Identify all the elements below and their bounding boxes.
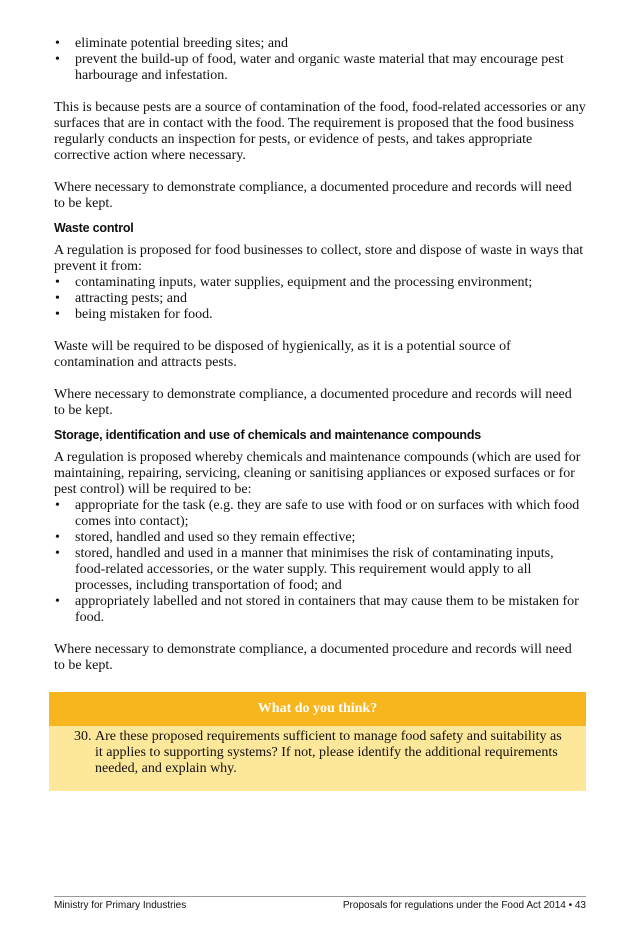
- waste-intro-paragraph: A regulation is proposed for food businesses to collect, store and dispose of waste in ways that prevent it from:: [54, 243, 584, 274]
- bullet-icon: •: [55, 291, 60, 306]
- chemicals-heading: Storage, identification and use of chemicals and maintenance compounds: [54, 428, 482, 442]
- bullet-icon: •: [55, 498, 60, 513]
- bullet-icon: •: [55, 275, 60, 290]
- bullet-icon: •: [55, 546, 60, 561]
- question-item: [49, 729, 586, 777]
- list-item: • stored, handled and used in a manner that minimises the risk of contaminating inputs, food-related accessories, or the water supply. This requirement would apply to all processes, including transportation of food; and: [55, 546, 554, 593]
- callout-body: [49, 726, 586, 791]
- waste-bullet-list: [54, 275, 586, 323]
- question-number: 30.: [74, 729, 92, 744]
- bullet-icon: •: [55, 52, 60, 67]
- feedback-callout: [49, 692, 586, 791]
- page-content: [54, 36, 586, 791]
- list-item: • eliminate potential breeding sites; and: [55, 36, 289, 51]
- compliance-paragraph: Where necessary to demonstrate compliance, a documented procedure and records will need to be kept.: [54, 180, 572, 211]
- pests-paragraph: This is because pests are a source of contamination of the food, food-related accessories or any surfaces that are in contact with the food. The requirement is proposed that the food business regularly conducts an inspection for pests, or evidence of pests, and takes appropriate corrective action where necessary.: [54, 100, 586, 163]
- bullet-icon: •: [55, 530, 60, 545]
- list-item: • prevent the build-up of food, water and organic waste material that may encourage pest harbourage and infestation.: [55, 52, 564, 83]
- footer-publisher: Ministry for Primary Industries: [54, 900, 187, 911]
- compliance-paragraph: Where necessary to demonstrate compliance, a documented procedure and records will need to be kept.: [54, 387, 572, 418]
- bullet-icon: •: [55, 307, 60, 322]
- intro-bullet-list: [54, 36, 586, 84]
- bullet-icon: •: [55, 36, 60, 51]
- list-item: • contaminating inputs, water supplies, equipment and the processing environment;: [55, 275, 533, 290]
- page-footer: [54, 896, 586, 911]
- callout-title: What do you think?: [49, 692, 586, 726]
- waste-paragraph: Waste will be required to be disposed of hygienically, as it is a potential source of contamination and attracts pests.: [54, 339, 511, 370]
- list-item: • appropriately labelled and not stored in containers that may cause them to be mistaken for food.: [55, 594, 579, 625]
- question-text: Are these proposed requirements sufficient to manage food safety and suitability as it applies to supporting systems? If not, please identify the additional requirements needed, and explain why.: [95, 729, 562, 776]
- waste-control-heading: Waste control: [54, 221, 134, 235]
- footer-title-page-number: Proposals for regulations under the Food Act 2014 • 43: [342, 900, 586, 911]
- chemicals-intro-paragraph: A regulation is proposed whereby chemicals and maintenance compounds (which are used for maintaining, repairing, servicing, cleaning or sanitising appliances or exposed surfaces or for pest control) will be required to be:: [54, 450, 581, 497]
- list-item: • stored, handled and used so they remain effective;: [55, 530, 356, 545]
- list-item: • being mistaken for food.: [55, 307, 213, 322]
- chemicals-bullet-list: [54, 498, 586, 626]
- compliance-paragraph: Where necessary to demonstrate compliance, a documented procedure and records will need to be kept.: [54, 642, 572, 673]
- list-item: • attracting pests; and: [55, 291, 187, 306]
- list-item: • appropriate for the task (e.g. they are safe to use with food or on surfaces with which food comes into contact);: [55, 498, 580, 529]
- bullet-icon: •: [55, 594, 60, 609]
